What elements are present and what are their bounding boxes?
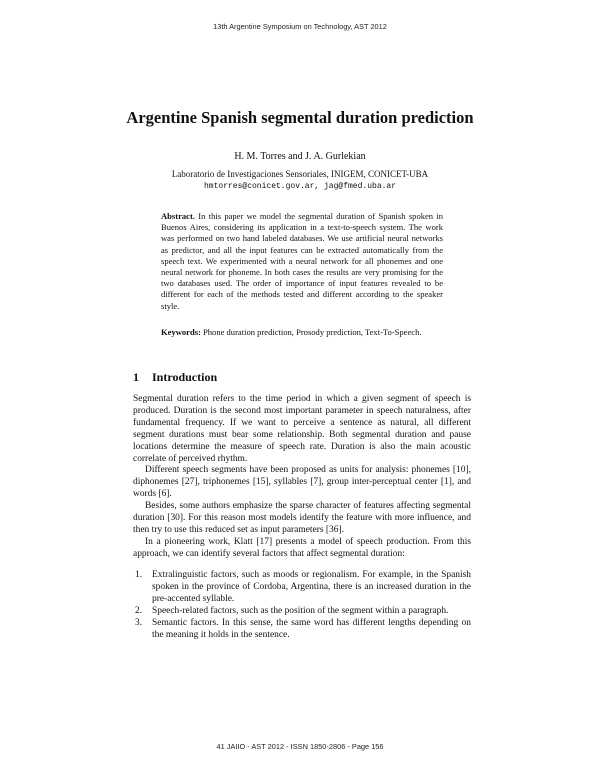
list-item-text: Semantic factors. In this sense, the same word has different lengths depending on the meaning it holds in the sentence.	[152, 617, 471, 640]
affiliation: Laboratorio de Investigaciones Sensoriales, INIGEM, CONICET-UBA	[171, 169, 429, 179]
paragraph: Different speech segments have been proposed as units for analysis: phonemes [10], diphonemes [27], triphonemes [15], syllables [7], group inter-perceptual center [1], and words [6].	[133, 465, 471, 500]
factor-list	[133, 570, 471, 641]
running-header: 13th Argentine Symposium on Technology, AST 2012	[213, 22, 387, 31]
list-item-number: 2.	[135, 605, 143, 616]
section-title: Introduction	[152, 370, 218, 384]
keywords	[161, 327, 443, 338]
keywords-label: Keywords:	[161, 327, 201, 337]
abstract-text: In this paper we model the segmental duration of Spanish spoken in Buenos Aires, considering its application in a text-to-speech system. The work was performed on two hand labeled databases. We use artificial neural networks as predictor, and all the input features can be extracted automatically from the speech text. We experimented with a neural network for all phonemes and one neural network for phoneme. In both cases the results are very promising for the two databases used. The order of importance of input features revealed to be different for each of the methods tested and different according to the speaker style.	[161, 211, 444, 311]
list-item-text: Speech-related factors, such as the position of the segment within a paragraph.	[152, 605, 449, 616]
list-item	[133, 606, 471, 618]
author-emails: hmtorres@conicet.gov.ar, jag@fmed.uba.ar	[203, 181, 397, 191]
authors: H. M. Torres and J. A. Gurlekian	[234, 151, 366, 162]
paper-title: Argentine Spanish segmental duration prediction	[126, 108, 474, 127]
section-number: 1	[133, 370, 139, 384]
list-item	[133, 618, 471, 642]
paragraph: Segmental duration refers to the time period in which a given segment of speech is produced. Duration is the second most important parameter in speech naturalness, after fundamental frequency. If we want to perceive a sentence as natural, all different segment durations must bear some relationship. Both segmental duration and pause locations determine the measure of speech rate. Duration is also the main acoustic correlate of perceived rhythm.	[133, 394, 471, 464]
affiliation-block	[0, 169, 600, 192]
list-item-number: 1.	[135, 570, 143, 580]
section-body	[133, 394, 471, 561]
abstract	[161, 211, 443, 312]
list-item	[133, 570, 471, 606]
list-item-number: 3.	[135, 617, 143, 628]
abstract-label: Abstract.	[161, 211, 195, 221]
paragraph: Besides, some authors emphasize the sparse character of features affecting segmental duration [30]. For this reason most models identify the feature with more influence, and then try to use this reduced set as input parameters [36].	[133, 501, 471, 535]
section-heading	[133, 370, 473, 385]
paragraph: In a pioneering work, Klatt [17] presents a model of speech production. From this approach, we can identify several factors that affect segmental duration:	[133, 536, 471, 559]
keywords-text: Phone duration prediction, Prosody prediction, Text-To-Speech.	[203, 327, 422, 337]
list-item-text: Extralinguistic factors, such as moods or regionalism. For example, in the Spanish spoken in the province of Cordoba, Argentina, there is an increased duration in the pre-accented syllable.	[152, 570, 471, 604]
running-footer: 41 JAIIO - AST 2012 - ISSN 1850-2806 - Page 156	[216, 742, 384, 751]
